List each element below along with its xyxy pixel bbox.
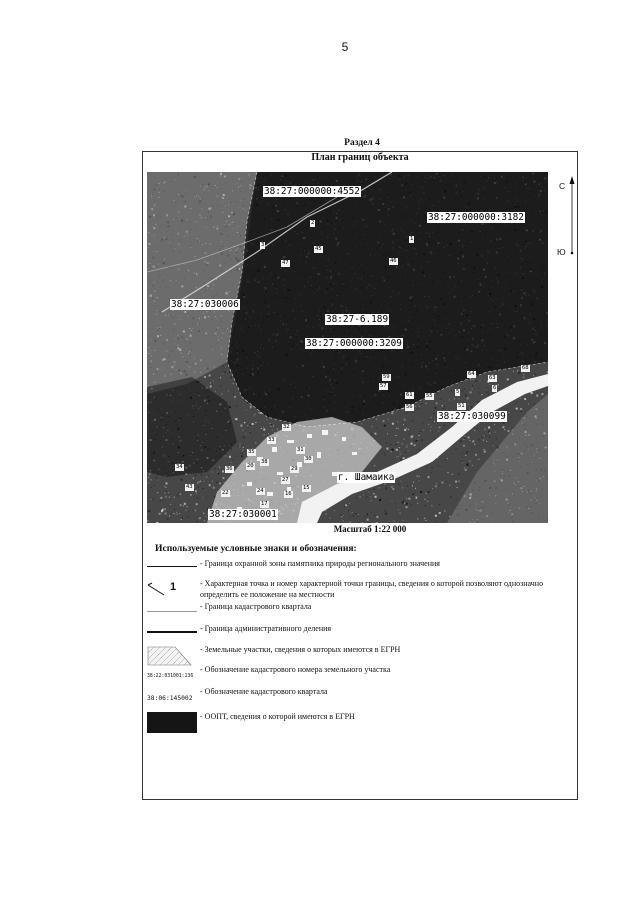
plan-title: План границ объекта: [311, 152, 409, 163]
legend-characteristic-point: - Характерная точка и номер характерной точки границы, сведения о которой позволяют однозначно: [200, 579, 544, 588]
point-marker: 15: [303, 485, 310, 491]
point-marker: 56: [406, 404, 413, 410]
land-plot-hatch-icon: [147, 645, 193, 667]
point-marker: 32: [283, 424, 290, 430]
point-marker: 17: [261, 501, 268, 507]
point-marker: 30: [305, 456, 312, 462]
point-marker: 68: [522, 365, 529, 371]
point-marker: 5: [456, 389, 460, 395]
point-marker: 36: [226, 466, 233, 472]
point-marker: 43: [186, 484, 193, 490]
point-marker: 31: [297, 447, 304, 453]
point-marker: 38: [261, 459, 268, 465]
north-arrow-icon: [568, 176, 576, 258]
legend-characteristic-point-continued: определить ее положение на местности: [200, 590, 335, 599]
cadastral-label: 38:27-6.189: [326, 314, 389, 325]
map-scale: Масштаб 1:22 000: [333, 524, 407, 534]
point-marker: 33: [268, 437, 275, 443]
cadastral-label: 38:27:030001: [209, 509, 277, 520]
page-number: 5: [341, 40, 349, 54]
legend-parcel-number: - Обозначение кадастрового номера земельного участка: [200, 665, 391, 674]
point-marker: 47: [282, 260, 289, 266]
point-marker: 45: [315, 246, 322, 252]
section-title: Раздел 4: [344, 138, 380, 148]
characteristic-point-icon: [147, 582, 169, 598]
cadastral-label: 38:27:030006: [171, 299, 239, 310]
cadastral-label: 38:27:000000:3209: [306, 338, 402, 349]
legend-header: Используемые условные знаки и обозначения:: [155, 543, 357, 554]
protected-zone-line-symbol: [147, 566, 197, 567]
settlement-label: г. Шамаика: [338, 472, 395, 483]
compass-north-label: С: [559, 181, 566, 191]
point-marker: 61: [406, 392, 413, 398]
oopt-fill-symbol: [147, 712, 197, 733]
legend-oopt: - ООПТ, сведения о которой имеются в ЕГРН: [200, 712, 355, 721]
point-marker: 22: [222, 490, 229, 496]
point-marker: 1: [410, 236, 414, 242]
point-marker: 64: [468, 371, 475, 377]
point-marker: 16: [285, 491, 292, 497]
legend-quarter-number: - Обозначение кадастрового квартала: [200, 687, 328, 696]
parcel-number-sample: 38:22:031001:136: [147, 674, 194, 679]
legend-administrative: - Граница административного деления: [200, 624, 332, 633]
cadastral-label: 38:27:000000:3182: [428, 212, 524, 223]
legend-protected-zone: - Граница охранной зоны памятника природы регионального значения: [200, 559, 440, 568]
point-marker: 24: [257, 488, 264, 494]
cadastral-label: 38:27:000000:4552: [264, 186, 360, 197]
cadastral-label: 38:27:030099: [438, 411, 506, 422]
point-marker: 57: [380, 383, 387, 389]
legend-cadastral-quarter: - Граница кадастрового квартала: [200, 602, 312, 611]
point-marker: 20: [247, 463, 254, 469]
quarter-number-sample: 38:06:145002: [147, 695, 193, 702]
point-marker: 3: [261, 242, 265, 248]
point-marker: 34: [176, 464, 183, 470]
point-marker: 6: [493, 385, 497, 391]
point-marker: 2: [311, 220, 315, 226]
point-marker: 51: [458, 403, 465, 409]
point-marker: 35: [248, 449, 255, 455]
legend-land-plots: - Земельные участки, сведения о которых имеются в ЕГРН: [200, 645, 401, 654]
point-marker: 63: [489, 375, 496, 381]
compass-south-label: Ю: [557, 247, 566, 257]
point-marker: 46: [390, 258, 397, 264]
characteristic-point-sample-number: 1: [170, 581, 177, 593]
cadastral-quarter-line-symbol: [147, 611, 197, 612]
point-marker: 27: [282, 477, 289, 483]
point-marker: 55: [426, 393, 433, 399]
administrative-line-symbol: [147, 631, 197, 633]
point-marker: 59: [383, 374, 390, 380]
point-marker: 29: [291, 466, 298, 472]
